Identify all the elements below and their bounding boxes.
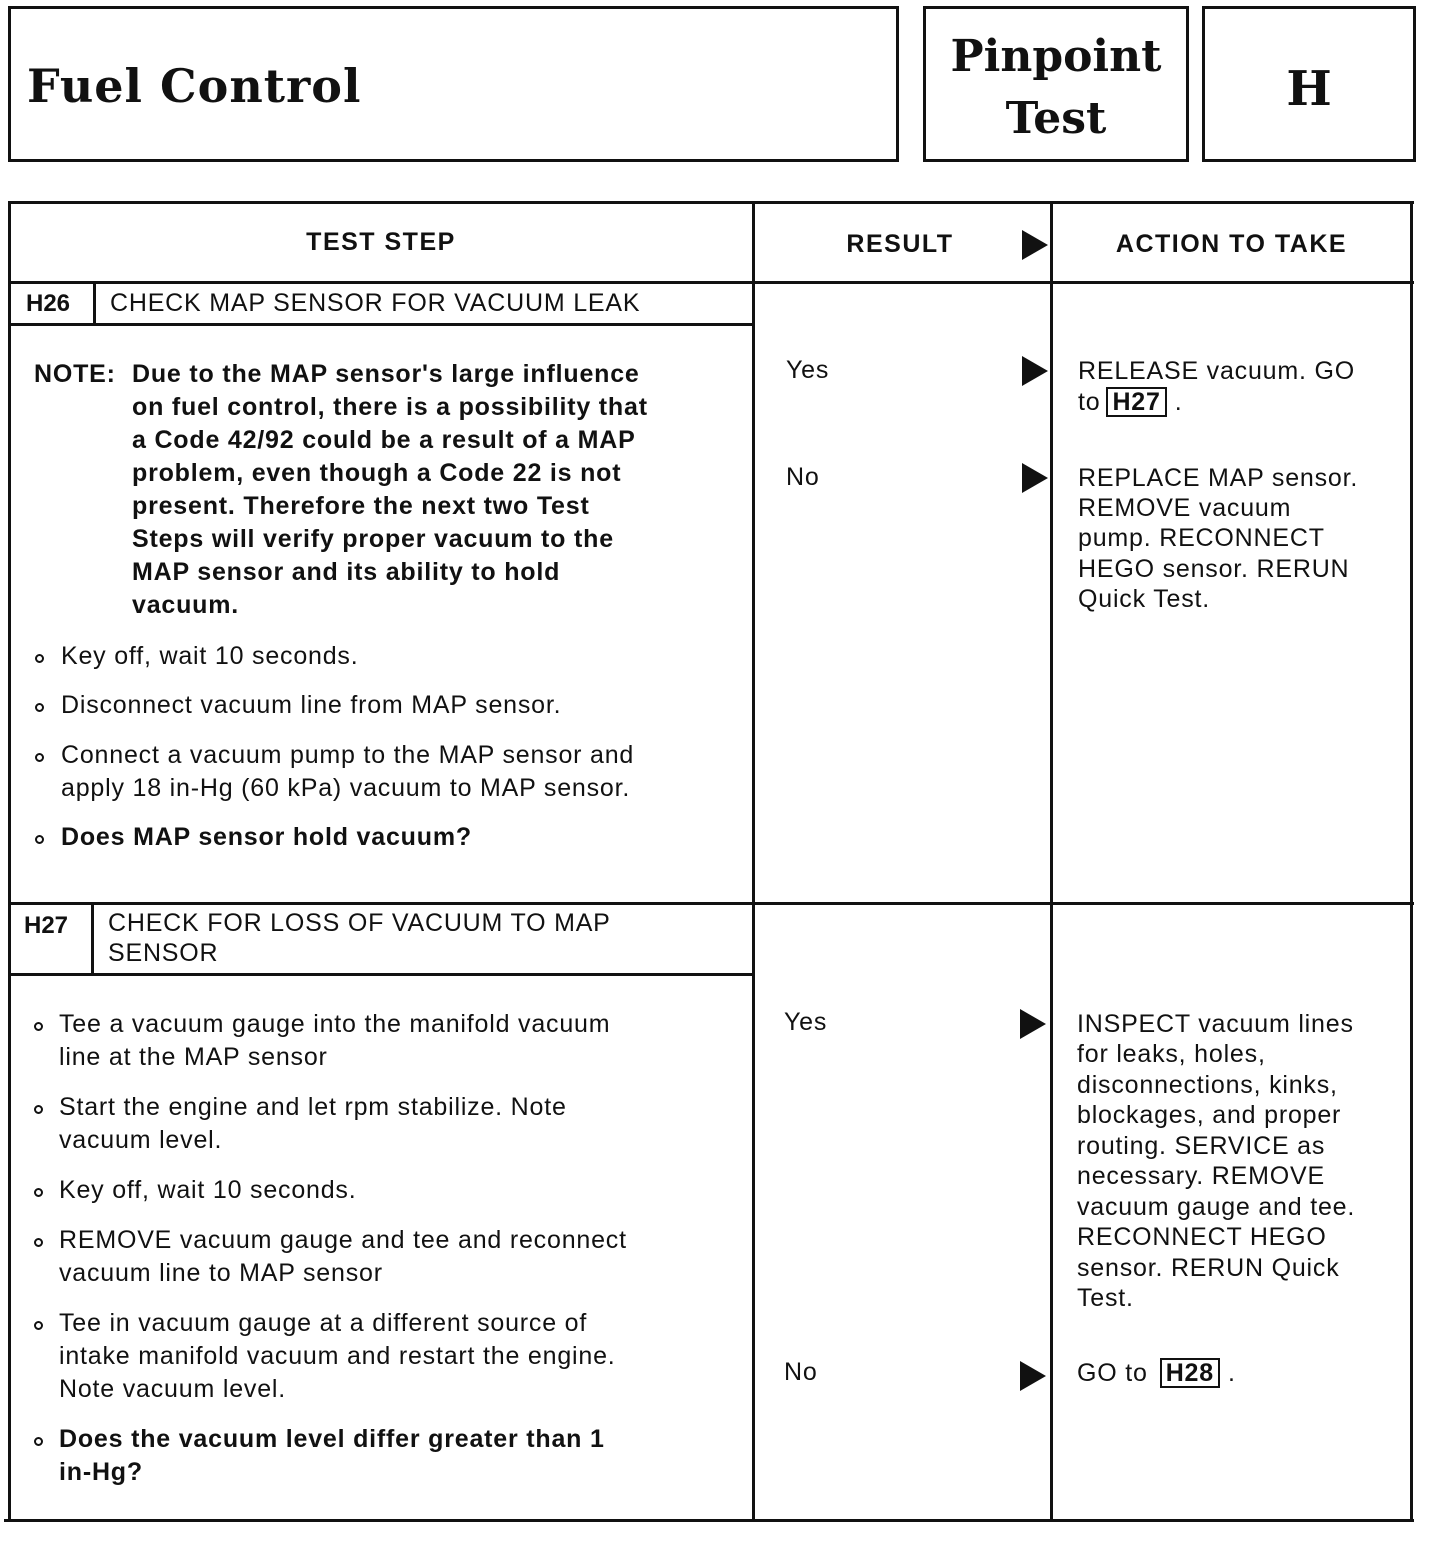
step-title-h26: CHECK MAP SENSOR FOR VACUUM LEAK (110, 289, 641, 317)
bullet-icon (35, 835, 44, 844)
bullet-icon (34, 1321, 43, 1330)
step-title-h27: CHECK FOR LOSS OF VACUUM TO MAP SENSOR (108, 909, 611, 967)
bullet-icon (34, 1022, 43, 1031)
arrow-right-icon (1022, 230, 1048, 260)
result-label-yes: Yes (786, 356, 830, 384)
step-divider (8, 902, 1414, 905)
table-right-border (1410, 201, 1413, 1521)
arrow-right-icon (1022, 463, 1048, 493)
bullet-icon (34, 1437, 43, 1446)
header-test-letter-box (1202, 6, 1416, 162)
step-reference-h27[interactable]: H27 (1106, 387, 1166, 417)
step-id-h27: H27 (24, 912, 69, 939)
bullet-icon (34, 1188, 43, 1197)
bullet-icon (34, 1105, 43, 1114)
action-text: GO to H28 . (1077, 1359, 1236, 1387)
header-title-box (8, 6, 899, 162)
bullet-icon (35, 753, 44, 762)
h27-id-divider (91, 904, 94, 975)
note-label: NOTE: (34, 360, 116, 388)
header-row-divider (8, 281, 1414, 284)
pinpoint-label-line2: Test (1005, 93, 1107, 144)
header-pinpoint-box (923, 6, 1189, 162)
bullet-icon (35, 654, 44, 663)
h26-title-underline (8, 323, 754, 326)
h27-title-underline (8, 973, 754, 976)
bullet-icon (34, 1238, 43, 1247)
column-header-result: RESULT (846, 230, 954, 258)
table-left-border (8, 201, 11, 1521)
result-label-yes: Yes (784, 1008, 828, 1036)
page-title: Fuel Control (27, 59, 362, 113)
column-divider-action (1050, 201, 1053, 1521)
bullet-icon (35, 703, 44, 712)
column-header-action: ACTION TO TAKE (1115, 230, 1348, 258)
step-reference-h28[interactable]: H28 (1160, 1358, 1220, 1388)
arrow-right-icon (1020, 1009, 1046, 1039)
column-header-test-step: TEST STEP (306, 228, 456, 256)
table-top-border (8, 201, 1414, 204)
step-id-h26: H26 (26, 290, 71, 317)
arrow-right-icon (1020, 1361, 1046, 1391)
column-divider-result (752, 201, 755, 1521)
result-label-no: No (784, 1358, 818, 1386)
result-label-no: No (786, 463, 820, 491)
table-bottom-border (4, 1519, 1414, 1522)
test-letter: H (1286, 61, 1332, 117)
pinpoint-label-line1: Pinpoint (950, 31, 1162, 82)
arrow-right-icon (1022, 356, 1048, 386)
h26-id-divider (93, 283, 96, 325)
